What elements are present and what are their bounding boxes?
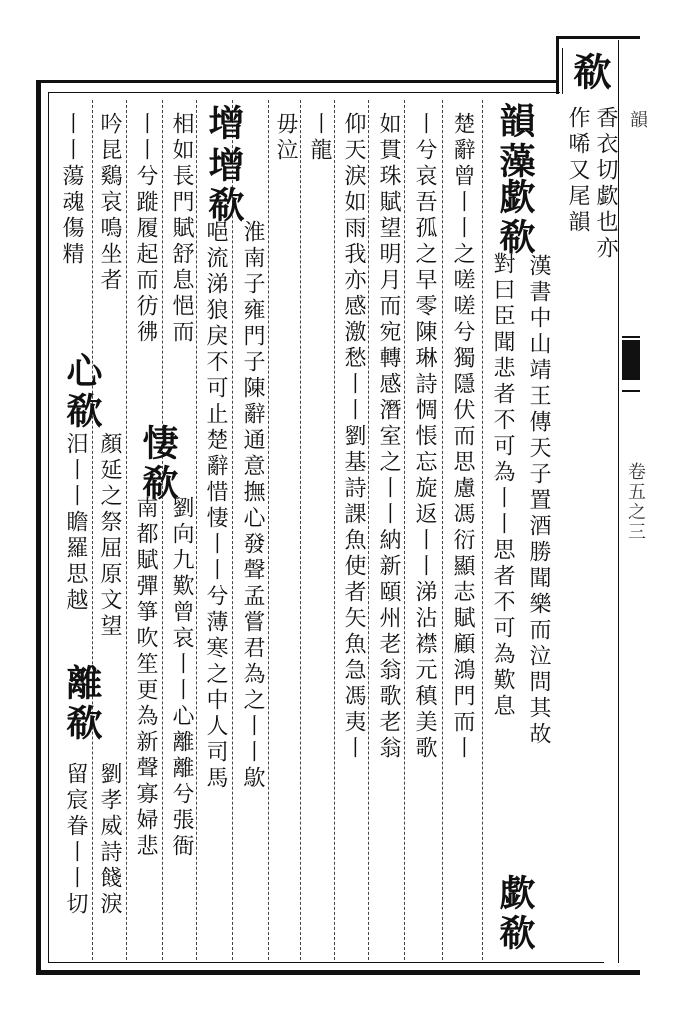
entry-text: 對曰臣聞悲者不可為丨丨思者不可為歎息 xyxy=(490,252,515,720)
entry-head-xinxi: 心欷 xyxy=(61,352,103,432)
frame-inner-top xyxy=(48,92,560,93)
tab-note-col1: 香衣切歔也亦 xyxy=(593,106,618,262)
frame-top-border xyxy=(36,80,556,83)
frame-tab-top-border xyxy=(556,36,640,39)
column-divider xyxy=(368,100,369,960)
fish-tail-line-bottom xyxy=(622,390,640,392)
frame-inner-bottom xyxy=(48,962,604,963)
entry-head-xuxi-2: 歔欷 xyxy=(494,874,536,954)
headword-tab: 欷 xyxy=(567,52,612,94)
column-divider xyxy=(334,100,335,960)
section-head-yunzao: 韻藻 xyxy=(494,102,536,182)
entry-text: 相如長門賦舒息悒而 xyxy=(169,112,194,346)
column-divider xyxy=(196,100,197,960)
entry-head-zengxi: 增欷 xyxy=(203,146,245,226)
entry-text: 劉孝威詩餞淚 xyxy=(97,762,122,918)
entry-head-xuxi: 歔欷 xyxy=(494,178,536,258)
margin-fragment: 韻 xyxy=(627,110,648,130)
entry-text: 丨丨蕩魂傷精 xyxy=(59,112,84,268)
entry-text: 如貫珠賦望明月而宛轉感潛室之丨丨納新頤州老翁歌老翁 xyxy=(376,112,401,762)
entry-head-lixi: 離欷 xyxy=(61,664,103,744)
entry-text: 仰天淚如雨我亦感激愁丨丨劉基詩課魚使者矢魚急馮夷丨 xyxy=(341,112,366,762)
entry-head-qixi: 悽欷 xyxy=(137,424,179,504)
entry-text: 丨兮哀吾孤之早零陳琳詩惆悵忘旋返丨丨涕沾襟元稹美歌 xyxy=(412,112,437,762)
entry-text: 漢書中山靖王傳天子置酒勝聞樂而泣問其故 xyxy=(526,254,551,748)
column-divider xyxy=(232,100,233,960)
column-divider xyxy=(162,100,163,960)
fish-tail-line-top xyxy=(622,336,640,338)
frame-inner-left xyxy=(48,92,49,963)
frame-bottom-border xyxy=(36,970,640,975)
frame-tab-left xyxy=(556,36,559,94)
entry-text: 唈流涕狼戾不可止楚辭惜悽丨丨兮薄寒之中人司馬 xyxy=(203,220,228,792)
frame-right-edge xyxy=(618,40,619,963)
entry-text: 劉向九歎曾哀丨丨心離離兮張衙 xyxy=(169,496,194,860)
entry-text: 丨丨兮蹝履起而彷彿 xyxy=(133,112,158,346)
entry-text: 汨丨丨瞻羅思越 xyxy=(63,432,88,614)
entry-text: 留宸眷丨丨切 xyxy=(63,762,88,918)
column-divider xyxy=(92,100,93,960)
entry-text: 楚辭曾丨丨之嗟嗟兮獨隱伏而思慮馮衍顯志賦顧鴻門而丨 xyxy=(450,112,475,762)
entry-text: 吟昆鷄哀鳴坐者 xyxy=(97,112,122,294)
entry-text: 顏延之祭屈原文望 xyxy=(97,432,122,640)
column-divider xyxy=(300,100,301,960)
entry-text: 南都賦彈箏吹笙更為新聲寡婦悲 xyxy=(133,496,158,860)
fish-tail-mark xyxy=(622,340,640,380)
volume-label: 卷五之三 xyxy=(625,462,646,542)
column-divider xyxy=(268,100,269,960)
column-divider xyxy=(404,100,405,960)
entry-text: 淮南子雍門子陳辭通意撫心發聲孟嘗君為之丨丨歍 xyxy=(240,220,265,792)
tab-note-col2: 作唏又尾韻 xyxy=(565,106,590,236)
frame-tab-inner-left xyxy=(562,48,563,94)
entry-text: 毋泣 xyxy=(273,112,298,164)
column-divider xyxy=(442,100,443,960)
frame-left-border xyxy=(36,80,41,975)
column-divider xyxy=(482,100,483,960)
entry-text: 丨龍 xyxy=(307,112,332,164)
column-divider xyxy=(126,100,127,960)
section-head-zeng: 增 xyxy=(203,104,245,144)
